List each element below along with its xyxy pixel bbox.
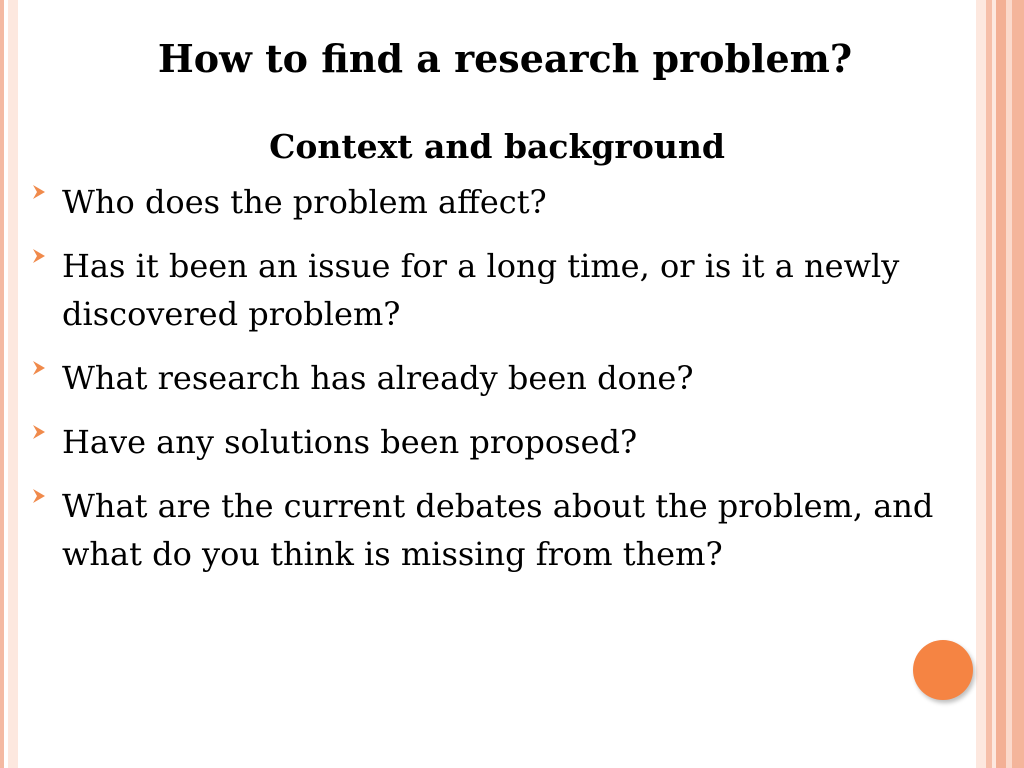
- bullet-item: [28, 178, 968, 226]
- left-border-band: [8, 0, 18, 768]
- right-border-stripe: [1012, 0, 1024, 768]
- bullet-item: [28, 242, 968, 338]
- bullet-item: [28, 418, 968, 466]
- chevron-right-icon: [30, 485, 52, 507]
- slide-title: How to find a research problem?: [157, 36, 853, 81]
- chevron-right-icon: [30, 421, 52, 443]
- left-border-line: [0, 0, 4, 768]
- bullet-text: What research has already been done?: [62, 359, 694, 397]
- chevron-right-icon: [30, 357, 52, 379]
- right-border-stripe: [996, 0, 1006, 768]
- bullet-text: Who does the problem affect?: [62, 183, 547, 221]
- right-border-stripe: [976, 0, 986, 768]
- bullet-text: What are the current debates about the problem, and what do you think is missing from them?: [62, 487, 934, 573]
- chevron-right-icon: [30, 181, 52, 203]
- bullet-item: [28, 354, 968, 402]
- orange-circle-decoration: [913, 640, 973, 700]
- bullet-list: [28, 178, 968, 594]
- bullet-text: Have any solutions been proposed?: [62, 423, 638, 461]
- chevron-right-icon: [30, 245, 52, 267]
- bullet-text: Has it been an issue for a long time, or is it a newly discovered problem?: [62, 247, 900, 333]
- slide-subtitle: Context and background: [269, 127, 725, 166]
- bullet-item: [28, 482, 968, 578]
